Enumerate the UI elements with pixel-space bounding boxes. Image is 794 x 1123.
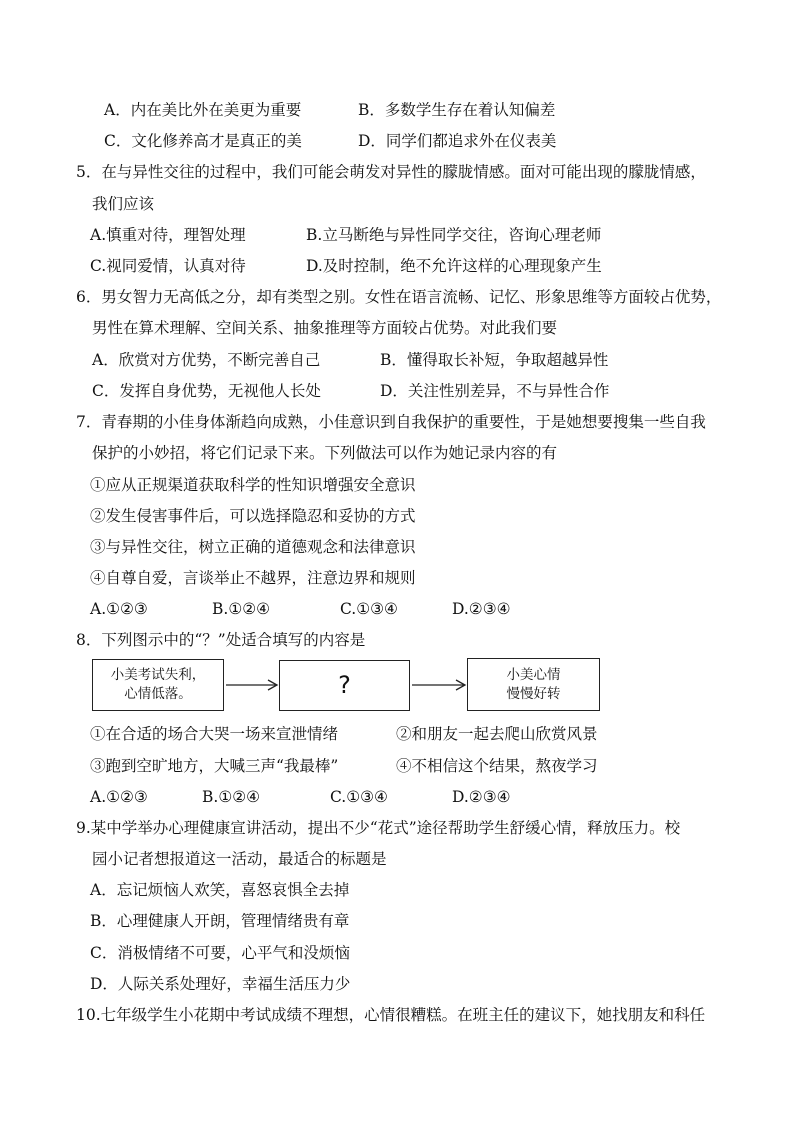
diagram-box-cause-line1: 小美考试失利， xyxy=(110,667,206,683)
q4-option-a: A．内在美比外在美更为重要 xyxy=(104,101,302,119)
q6-option-b: B．懂得取长补短，争取超越异性 xyxy=(380,351,609,369)
diagram-box-cause xyxy=(92,659,224,711)
q5-option-a: A.慎重对待，理智处理 xyxy=(90,226,246,244)
q4-option-b: B．多数学生存在着认知偏差 xyxy=(358,101,556,119)
q7-option-a: A.①②③ xyxy=(90,600,148,618)
q8-stem: 8．下列图示中的“？”处适合填写的内容是 xyxy=(76,631,366,649)
q4-option-d: D．同学们都追求外在仪表美 xyxy=(358,132,557,150)
q8-option-d: D.②③④ xyxy=(452,788,511,806)
q9-stem-line2: 园小记者想报道这一活动，最适合的标题是 xyxy=(92,850,387,868)
diagram-arrow-2 xyxy=(410,677,468,693)
q7-item-2: ②发生侵害事件后，可以选择隐忍和妥协的方式 xyxy=(90,507,416,525)
q6-stem-line1: 6．男女智力无高低之分，却有类型之别。女性在语言流畅、记忆、形象思维等方面较占优势， xyxy=(76,288,722,306)
q4-option-c: C．文化修养高才是真正的美 xyxy=(104,132,302,150)
q8-item-4: ④不相信这个结果，熬夜学习 xyxy=(396,757,598,775)
q7-option-d: D.②③④ xyxy=(452,600,511,618)
q7-option-c: C.①③④ xyxy=(340,600,398,618)
q5-option-d: D.及时控制，绝不允许这样的心理现象产生 xyxy=(306,257,602,275)
q7-stem-line1: 7．青春期的小佳身体渐趋向成熟，小佳意识到自我保护的重要性，于是她想要搜集一些自我 xyxy=(76,413,706,431)
diagram-box-cause-line2: 心情低落。 xyxy=(124,686,192,702)
q8-option-b: B.①②④ xyxy=(202,788,261,806)
q5-stem-line2: 我们应该 xyxy=(92,195,155,213)
q5-option-c: C.视同爱情，认真对待 xyxy=(90,257,246,275)
diagram-box-result xyxy=(467,658,600,711)
q7-item-1: ①应从正规渠道获取科学的性知识增强安全意识 xyxy=(90,476,416,494)
diagram-arrow-1 xyxy=(224,677,280,693)
diagram-box-result-line2: 慢慢好转 xyxy=(506,685,561,702)
q7-item-3: ③与异性交往，树立正确的道德观念和法律意识 xyxy=(90,538,416,556)
q9-stem-line1: 9.某中学举办心理健康宣讲活动，提出不少“花式”途径帮助学生舒缓心情，释放压力。校 xyxy=(76,819,681,837)
diagram-box-question xyxy=(279,660,410,711)
q7-item-4: ④自尊自爱，言谈举止不越界，注意边界和规则 xyxy=(90,569,416,587)
q8-item-2: ②和朋友一起去爬山欣赏风景 xyxy=(396,725,598,743)
q5-stem-line1: 5．在与异性交往的过程中，我们可能会萌发对异性的朦胧情感。面对可能出现的朦胧情感， xyxy=(76,163,706,181)
q9-option-d: D．人际关系处理好，幸福生活压力少 xyxy=(90,975,351,993)
q7-option-b: B.①②④ xyxy=(212,600,271,618)
q6-option-c: C．发挥自身优势，无视他人长处 xyxy=(92,382,321,400)
q10-stem: 10.七年级学生小花期中考试成绩不理想，心情很糟糕。在班主任的建议下，她找朋友和科任 xyxy=(76,1006,706,1024)
q7-stem-line2: 保护的小妙招，将它们记录下来。下列做法可以作为她记录内容的有 xyxy=(92,444,558,462)
q8-option-c: C.①③④ xyxy=(330,788,388,806)
q9-option-a: A．忘记烦恼人欢笑，喜怒哀惧全去掉 xyxy=(90,881,350,899)
q8-option-a: A.①②③ xyxy=(90,788,148,806)
q9-option-b: B．心理健康人开朗，管理情绪贵有章 xyxy=(90,912,350,930)
q8-item-3: ③跑到空旷地方，大喊三声“我最棒” xyxy=(90,757,339,775)
q6-stem-line2: 男性在算术理解、空间关系、抽象推理等方面较占优势。对此我们要 xyxy=(92,319,558,337)
diagram-box-result-line1: 小美心情 xyxy=(506,666,561,683)
q6-option-d: D．关注性别差异，不与异性合作 xyxy=(380,382,610,400)
q5-option-b: B.立马断绝与异性同学交往，咨询心理老师 xyxy=(306,226,602,244)
q9-option-c: C．消极情绪不可要，心平气和没烦恼 xyxy=(90,944,350,962)
question-mark: ? xyxy=(338,671,351,699)
q6-option-a: A．欣赏对方优势，不断完善自己 xyxy=(92,351,321,369)
q8-item-1: ①在合适的场合大哭一场来宣泄情绪 xyxy=(90,725,339,743)
